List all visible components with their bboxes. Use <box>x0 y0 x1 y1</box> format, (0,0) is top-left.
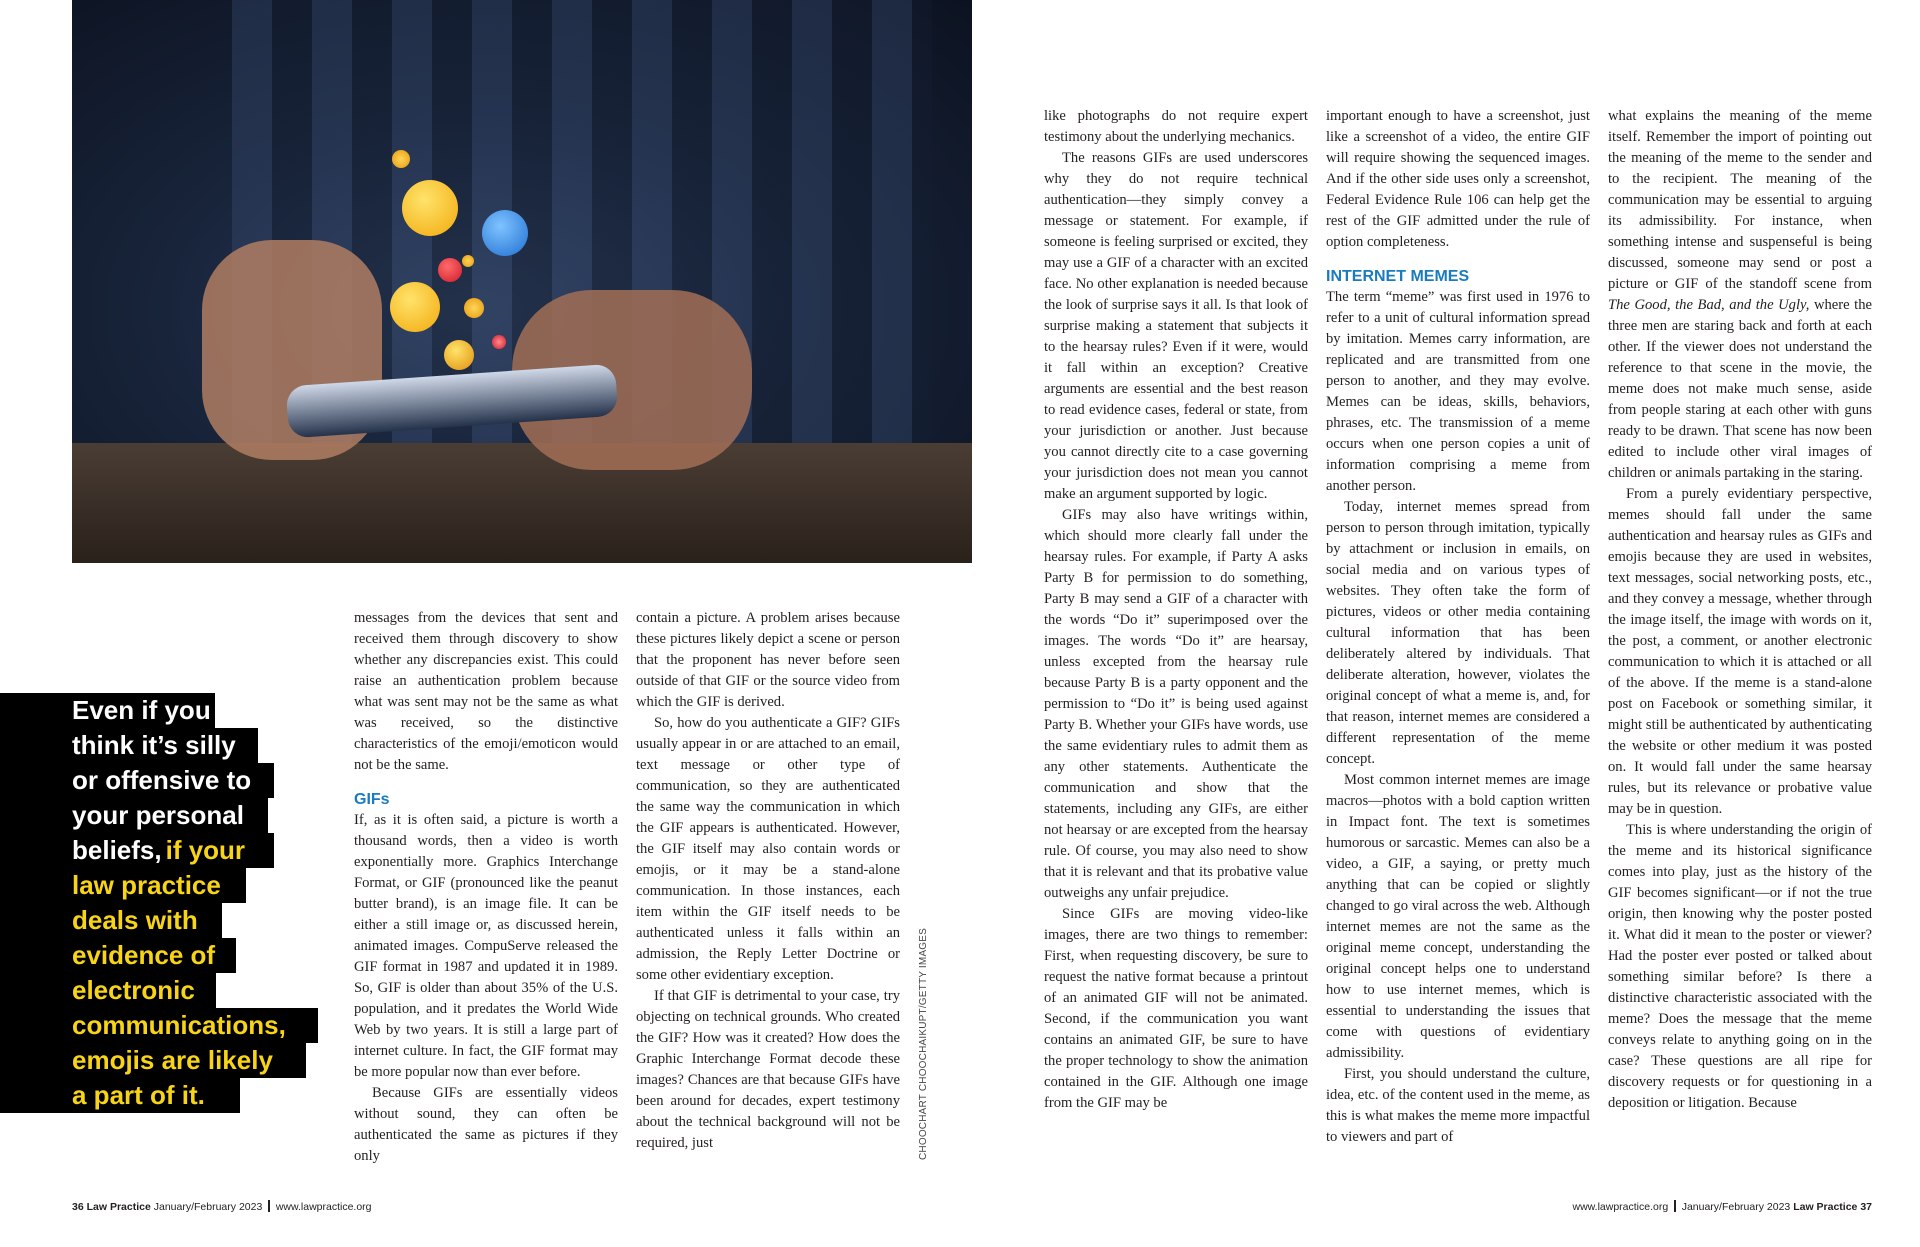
paragraph: So, how do you authenticate a GIF? GIFs usually appear in or are attached to an email, text message or other type of communication, so they are authenticated the same way the communication in which the GIF appears is authenticated. However, the GIF itself may also contain words or emojis, or it may be a stand-alone communication. In those instances, each item within the GIF itself needs to be authenticated unless it falls within an admission, the Reply Letter Doctrine or some other evidentiary exception. <box>636 715 900 983</box>
pull-quote-highlight: communications, <box>72 1010 286 1040</box>
pull-quote-line: beliefs, <box>72 835 162 865</box>
article-column-1 <box>354 608 618 1167</box>
pull-quote-line: think it’s silly <box>72 730 236 760</box>
pull-quote-highlight: deals with <box>72 905 198 935</box>
small-emoji-icon <box>464 298 484 318</box>
pull-quote-highlight: electronic <box>72 975 195 1005</box>
pull-quote <box>0 693 330 1113</box>
article-column-5 <box>1608 106 1872 1114</box>
pull-quote-line: your personal <box>72 800 244 830</box>
grinning-emoji-icon <box>390 282 440 332</box>
heart-icon <box>438 258 462 282</box>
section-heading-internet-memes: INTERNET MEMES <box>1326 268 1470 285</box>
paragraph-text: where the three men are staring back and forth at each other. If the viewer does not understand the reference to that scene in the movie, the meme does not make much sense, aside from people staring at each other with guns ready to be drawn. That scene has now been edited to include other viral images of children or animals partaking in the staring. <box>1608 297 1872 481</box>
paragraph: If that GIF is detrimental to your case, try objecting on technical grounds. Who created the GIF? How was it created? How does the Graphic Interchange Format decode these images? Chances are that because GIFs have been around for decades, expert testimony about the technical background will not be required, just <box>636 988 900 1151</box>
pull-quote-highlight: if your <box>165 835 246 865</box>
photo-table <box>72 443 972 563</box>
magazine-name: Law Practice <box>1793 1201 1858 1213</box>
paragraph: messages from the devices that sent and received them through discovery to show whether any discrepancies exist. This could raise an authentication problem because what was sent may not be the same as what was received, so the distinctive characteristics of the emoji/emoticon would not be the same. <box>354 610 618 773</box>
pull-quote-highlight: emojis are likely <box>72 1045 273 1075</box>
small-heart-icon <box>492 335 506 349</box>
footer-url: www.lawpractice.org <box>275 1201 372 1213</box>
paragraph: This is where understanding the origin of the meme and its historical significance comes into play, just as the history of the GIF becomes significant—or if not the true origin, then knowing why the poster posted it. What did it mean to the poster or viewer? Had the poster ever posted or talked about something similar before? Is there a distinctive characteristic associated with the meme? Does the message that the meme conveys relate to anything going on in the case? These questions are all ripe for discovery requests or for questioning in a deposition or litigation. Because <box>1608 822 1872 1111</box>
pull-quote-highlight: law practice <box>72 870 221 900</box>
paragraph: GIFs may also have writings within, which should more clearly fall under the hearsay rules. For example, if Party A asks Party B for permission to do something, Party B may send a GIF of a character with the words “Do it” superimposed over the images. The words “Do it” are hearsay, unless excepted from the hearsay rule because Party B is a party opponent and the permission to “Do it” is being used against Party B. Whether your GIFs have words, use the same evidentiary rules to admit them as any other statements. Authenticate the communication and show that the statements, including any GIFs, are either not hearsay or are excepted from the hearsay rule. Of course, you may also need to show that it is relevant and that its probative value outweighs any unfair prejudice. <box>1044 507 1308 901</box>
footer-right <box>1572 1200 1872 1213</box>
paragraph: The reasons GIFs are used underscores why they do not require technical authentication—they simply convey a message or statement. For example, if someone is feeling surprised or excited, they may use a GIF of a character with an excited face. No other explanation is needed because the look of surprise says it all. Is that look of surprise making a statement that subjects it to the hearsay rules? Even if it were, would it fall within an exception? Creative arguments are essential and the best reason to read evidence cases, federal or state, from your jurisdiction or another. Just because you cannot directly cite to a case governing your jurisdiction does not mean you cannot make an argument supported by logic. <box>1044 150 1308 502</box>
article-column-2 <box>636 608 900 1154</box>
user-profile-icon <box>482 210 528 256</box>
page-number: 37 <box>1860 1201 1872 1213</box>
photo-credit: CHOOCHART CHOOCHAIKUPT/GETTY IMAGES <box>918 927 929 1160</box>
tiny-emoji-icon <box>462 255 474 267</box>
paragraph: Because GIFs are essentially videos without sound, they can often be authenticated the same as pictures if they only <box>354 1085 618 1164</box>
paragraph: important enough to have a screenshot, just like a screenshot of a video, the entire GIF will require showing the sequenced images. And if the other side uses only a screenshot, Federal Evidence Rule 106 can help get the rest of the GIF admitted under the rule of option completeness. <box>1326 108 1590 250</box>
paragraph: The term “meme” was first used in 1976 to refer to a unit of cultural information spread by imitation. Memes carry information, are replicated and are transmitted from one person to another, and they may evolve. Memes can be ideas, skills, behaviors, phrases, etc. The transmission of a meme occurs when one person copies a unit of information comprising a meme from another person. <box>1326 289 1590 494</box>
pull-quote-highlight: evidence of <box>72 940 216 970</box>
page-number: 36 <box>72 1201 84 1213</box>
pull-quote-line: Even if you <box>72 695 211 725</box>
footer-divider <box>268 1200 270 1212</box>
paragraph: like photographs do not require expert testimony about the underlying mechanics. <box>1044 108 1308 145</box>
paragraph: Today, internet memes spread from person to person through imitation, typically by attachment or inclusion in emails, on social media and on various types of websites. They often take the form of pictures, videos or other media containing cultural information that has been deliberately altered by individuals. That deliberate alteration, however, violates the original concept of what a meme is, and, for that reason, internet memes are considered a different representation of the meme concept. <box>1326 499 1590 767</box>
paragraph: If, as it is often said, a picture is worth a thousand words, then a video is worth exponentially more. Graphics Interchange Format, or GIF (pronounced like the peanut butter brand), is an image file. It can be either a still image or, as discussed herein, animated images. CompuServe released the GIF format in 1987 and updated it in 1989. So, GIF is older than about 35% of the U.S. population, and it predates the World Wide Web by two years. It is still a large part of internet culture. In fact, the GIF format may be more popular now than ever before. <box>354 812 618 1080</box>
paragraph <box>1608 106 1872 484</box>
footer-left <box>72 1200 372 1213</box>
paragraph: From a purely evidentiary perspective, memes should fall under the same authentication and hearsay rules as GIFs and emojis because they are used in websites, text messages, social networking posts, etc., and they convey a message, whether through the image itself, the image with words on it, the post, a comment, or another electronic communication to which it is attached or all of the above. If the meme is a stand-alone post on Facebook or something similar, it might still be authenticated by authenticating the website or other medium it was posted on. It would fall under the same hearsay rules, but its relevance or probative value may be in question. <box>1608 486 1872 817</box>
issue-date: January/February 2023 <box>1681 1201 1791 1213</box>
paragraph: First, you should understand the culture, idea, etc. of the content used in the meme, as this is what makes the meme more impactful to viewers and part of <box>1326 1066 1590 1145</box>
paragraph-text: what explains the meaning of the meme itself. Remember the import of pointing out the meaning of the meme to the sender and to the recipient. The meaning of the communication may be essential to arguing its admissibility. For instance, when something intense and suspenseful is being discussed, someone may send or post a picture or GIF of the standoff scene from <box>1608 108 1872 292</box>
pull-quote-line: or offensive to <box>72 765 252 795</box>
paragraph: Since GIFs are moving video-like images, there are two things to remember: First, when requesting discovery, be sure to request the native format because a printout of an animated GIF will not be animated. Second, if the communication you want contains an animated GIF, be sure to have the proper technology to show the animation contained in the GIF. Although one image from the GIF may be <box>1044 906 1308 1111</box>
paragraph: contain a picture. A problem arises because these pictures likely depict a scene or person that the proponent has never before seen outside of that GIF or the source video from which the GIF is derived. <box>636 610 900 710</box>
article-column-3 <box>1044 106 1308 1114</box>
laughing-emoji-icon <box>402 180 458 236</box>
pull-quote-highlight: a part of it. <box>72 1080 205 1110</box>
issue-date: January/February 2023 <box>153 1201 263 1213</box>
magazine-name: Law Practice <box>86 1201 151 1213</box>
heart-eyes-emoji-icon <box>444 340 474 370</box>
footer-divider <box>1674 1200 1676 1212</box>
article-column-4 <box>1326 106 1590 1148</box>
section-heading-gifs: GIFs <box>354 791 390 808</box>
movie-title: The Good, the Bad, and the Ugly, <box>1608 297 1810 313</box>
paragraph: Most common internet memes are image macros—photos with a bold caption written in Impact font. The text is sometimes humorous or sarcastic. Memes can also be a video, a GIF, a saying, or pretty much anything that can be copied or slightly changed to go viral across the web. Although internet memes are not the same as the original meme concept, understanding the original concept helps one to understand how to use internet memes, which is essential to understanding the issues that come with questions of evidentiary admissibility. <box>1326 772 1590 1061</box>
hero-photo <box>72 0 972 563</box>
wink-emoji-icon <box>392 150 410 168</box>
footer-url: www.lawpractice.org <box>1572 1201 1669 1213</box>
